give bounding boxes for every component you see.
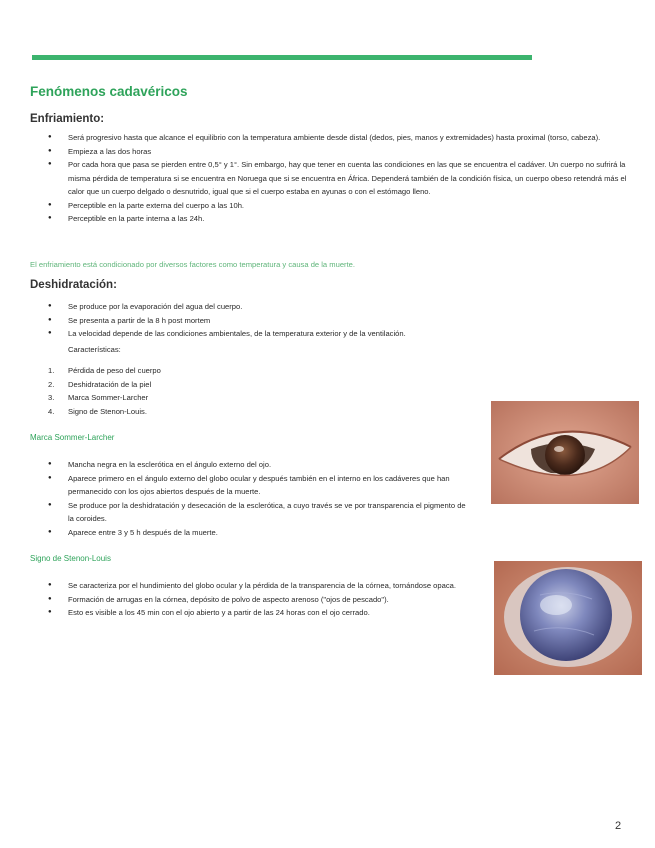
header-rule — [32, 55, 532, 60]
cornea-image — [494, 561, 642, 675]
list-item: ● Se presenta a partir de la 8 h post mortem — [48, 314, 608, 328]
list-item: ● Será progresivo hasta que alcance el equilibrio con la temperatura ambiente desde distal (dedos, pies, manos y extremidades) hasta proximal (torso, cabeza). — [48, 131, 628, 145]
item-number: 4. — [48, 406, 55, 416]
list-item: ● La velocidad depende de las condiciones ambientales, de la temperatura exterior y de la ventilación. — [48, 327, 608, 341]
page-number: 2 — [615, 820, 622, 832]
enfriamiento-list — [48, 131, 628, 226]
eye-image — [491, 401, 639, 504]
stenon-heading: Signo de Stenon-Louis — [30, 554, 111, 563]
stenon-list — [48, 579, 473, 620]
deshidratacion-list — [48, 300, 608, 341]
list-item: ● Perceptible en la parte interna a las 24h. — [48, 212, 628, 226]
sommer-larcher-photo — [491, 401, 639, 504]
item-number: 2. — [48, 379, 55, 389]
list-item: ● Se produce por la deshidratación y desecación de la esclerótica, a cuyo través se ve por transparencia el pigmento de la coroides. — [48, 499, 473, 526]
enfriamiento-heading: Enfriamiento: — [30, 113, 105, 125]
list-item — [48, 405, 448, 419]
item-text: Marca Sommer-Larcher — [68, 393, 149, 402]
page-title: Fenómenos cadavéricos — [30, 84, 188, 99]
stenon-louis-photo — [494, 561, 642, 675]
list-item — [48, 391, 448, 405]
sommer-heading: Marca Sommer-Larcher — [30, 433, 115, 442]
list-item: ● Perceptible en la parte externa del cuerpo a las 10h. — [48, 199, 628, 213]
list-item: ● Esto es visible a los 45 min con el ojo abierto y a partir de las 24 horas con el ojo cerrado. — [48, 606, 473, 620]
list-item: ● Empieza a las dos horas — [48, 145, 628, 159]
list-item: ● Aparece primero en el ángulo externo del globo ocular y después también en el interno en los cadáveres que han permanecido con los ojos abiertos después de la muerte. — [48, 472, 473, 499]
item-number: 3. — [48, 393, 55, 402]
list-item: ● Mancha negra en la esclerótica en el ángulo externo del ojo. — [48, 458, 473, 472]
list-item — [48, 378, 448, 392]
list-item: ● Se produce por la evaporación del agua del cuerpo. — [48, 300, 608, 314]
item-text: Pérdida de peso del cuerpo — [68, 366, 161, 375]
list-item: ● Aparece entre 3 y 5 h después de la muerte. — [48, 526, 473, 540]
deshidratacion-heading: Deshidratación: — [30, 279, 117, 291]
item-text: Deshidratación de la piel — [68, 379, 152, 389]
caracteristicas-label: Características: — [68, 345, 121, 354]
list-item: ● Formación de arrugas en la córnea, depósito de polvo de aspecto arenoso ("ojos de pescado"). — [48, 593, 473, 607]
item-number: 1. — [48, 366, 55, 375]
caracteristicas-list — [48, 364, 448, 418]
list-item: ● Por cada hora que pasa se pierden entre 0,5° y 1°. Sin embargo, hay que tener en cuenta las condiciones en las que se encuentra el cadáver. Un cuerpo no sufrirá la misma pérdida de temperatura si se encuentra en Noruega que si se encuentra en África. Dependerá también de la condición física, un cuerpo obeso retendrá más el calor que un cuerpo delgado o desnutrido, igual que si el cuerpo estaba en ayunas o con el estómago lleno. — [48, 158, 628, 199]
list-item — [48, 364, 448, 378]
item-text: Signo de Stenon-Louis. — [68, 406, 147, 416]
sommer-list — [48, 458, 473, 539]
enfriamiento-note: El enfriamiento está condicionado por diversos factores como temperatura y causa de la muerte. — [30, 260, 356, 269]
list-item: ● Se caracteriza por el hundimiento del globo ocular y la pérdida de la transparencia de la córnea, tornándose opaca. — [48, 579, 473, 593]
